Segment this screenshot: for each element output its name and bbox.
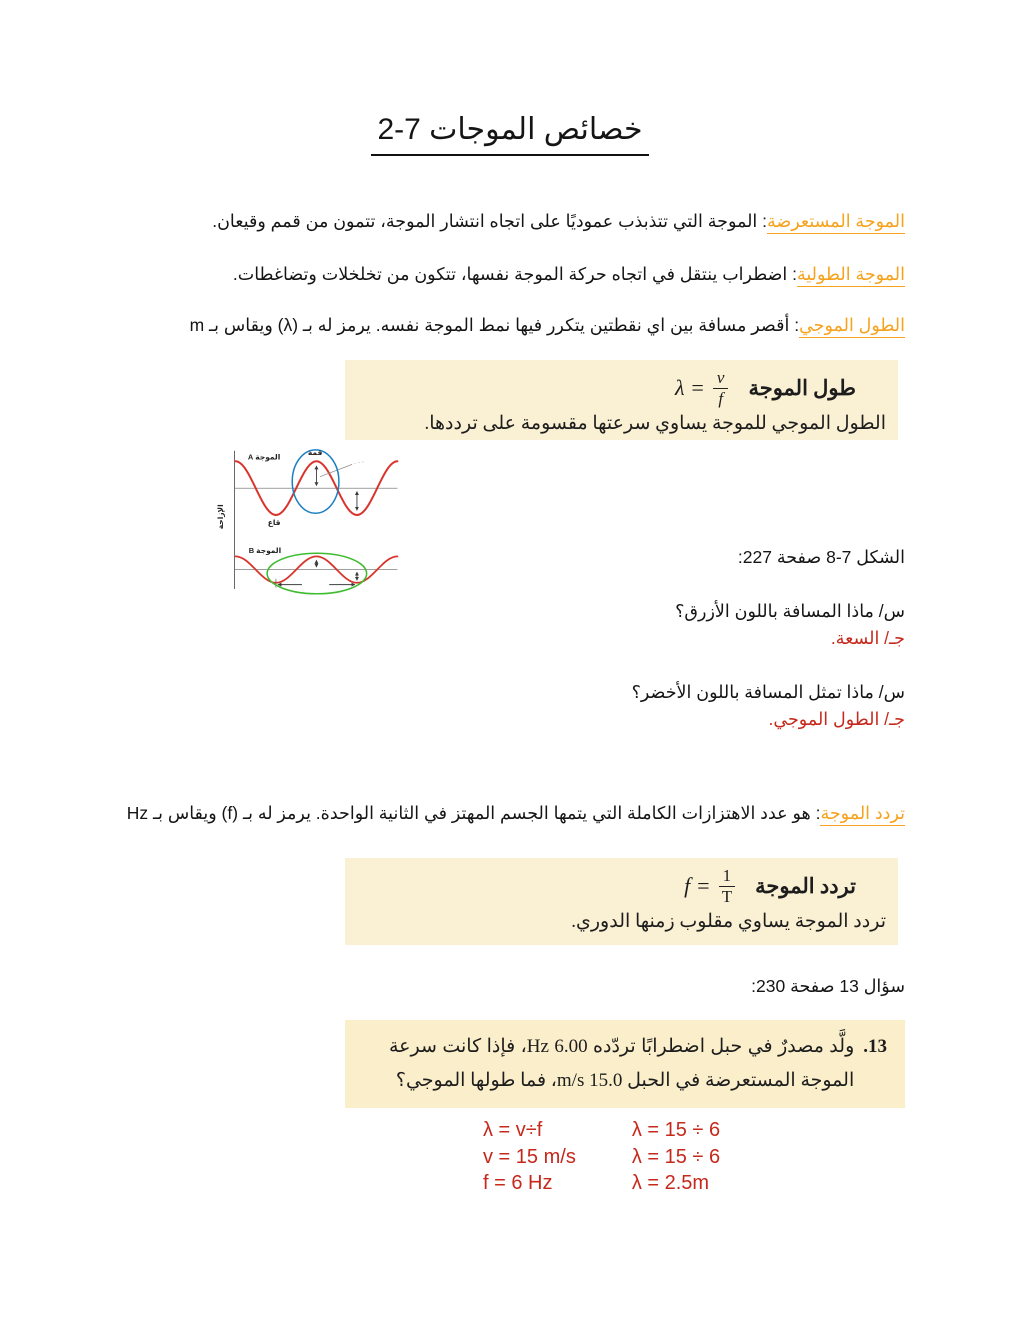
- lambda-symbol: λ =: [675, 375, 705, 401]
- question-13-box: [345, 1020, 905, 1108]
- solution-right-column: [632, 1117, 720, 1197]
- definition-frequency-text: : هو عدد الاهتزازات الكاملة التي يتمها الجسم المهتز في الثانية الواحدة. يرمز له بـ (f) ويقاس بـ Hz: [126, 803, 821, 823]
- frequency-formula: [684, 867, 735, 906]
- solution-line: λ = 15 ÷ 6: [631, 1145, 721, 1168]
- f-symbol: f =: [684, 873, 711, 899]
- definition-transverse-wave: [105, 209, 905, 233]
- figure-notes: [632, 544, 905, 760]
- solution-line: λ = v÷f: [483, 1119, 543, 1141]
- leader-line-faint: [354, 462, 365, 464]
- wavelength-formula-row: [345, 360, 898, 408]
- solution-left-column: [483, 1117, 576, 1197]
- definition-transverse-wave-text: : الموجة التي تتذبذب عموديًا على اتجاه انتشار الموجة، تتمون من قمم وقيعان.: [212, 211, 768, 231]
- frequency-formula-box: [345, 858, 898, 945]
- wave-figure: [105, 445, 575, 795]
- solution-work: [483, 1117, 720, 1197]
- figure-caption: الشكل 7-8 صفحة 227:: [737, 547, 905, 567]
- answer-blue: جـ/ السعة.: [830, 628, 905, 648]
- fraction-denominator: f: [718, 388, 724, 408]
- wavelength-box-caption: الطول الموجي للموجة يساوي سرعتها مقسومة على ترددها.: [424, 412, 886, 434]
- trough-label: قاع: [267, 518, 281, 528]
- solution-line: v = 15 m/s: [483, 1145, 576, 1168]
- wave-b-label: الموجة B: [248, 545, 282, 555]
- question-green: س/ ماذا تمثل المسافة باللون الأخضر؟: [631, 682, 905, 702]
- frequency-formula-row: [345, 858, 898, 906]
- definition-longitudinal-wave-text: : اضطراب ينتقل في اتجاه حركة الموجة نفسها، تتكون من تخلخلات وتضاغطات.: [232, 264, 797, 284]
- fraction-numerator: 1: [719, 867, 736, 887]
- question-blue: س/ ماذا المسافة باللون الأزرق؟: [675, 601, 905, 621]
- page-title: خصائص الموجات 7-2: [371, 112, 648, 156]
- definition-longitudinal-wave: [105, 262, 905, 286]
- definition-wavelength-text: : أقصر مسافة بين اي نقطتين يتكرر فيها نمط الموجة نفسه. يرمز له بـ (λ) ويقاس بـ m: [189, 315, 800, 335]
- answer-green: جـ/ الطول الموجي.: [768, 709, 905, 729]
- green-wavelength-ellipse: [267, 553, 366, 594]
- v-over-f-fraction: [713, 369, 729, 408]
- title-wrap: [0, 112, 1020, 156]
- solution-line: λ = 15 ÷ 6: [631, 1119, 721, 1141]
- frequency-box-heading: تردد الموجة: [755, 873, 856, 898]
- wave-a-label: الموجة A: [247, 452, 281, 462]
- question-number: 13.: [863, 1036, 887, 1057]
- displacement-axis-label: الإزاحة: [216, 504, 226, 530]
- wavelength-formula-box: [345, 360, 898, 440]
- question-reference: سؤال 13 صفحة 230:: [751, 976, 905, 996]
- solution-line: λ = 2.5m: [631, 1172, 710, 1194]
- term-transverse-wave: الموجة المستعرضة: [767, 211, 905, 234]
- wavelength-formula: [675, 369, 728, 408]
- term-frequency: تردد الموجة: [820, 803, 905, 826]
- one-over-t-fraction: [719, 867, 736, 906]
- wavelength-box-heading: طول الموجة: [748, 375, 856, 400]
- term-wavelength: الطول الموجي: [799, 315, 905, 338]
- definition-wavelength: [105, 313, 905, 337]
- fraction-denominator: T: [721, 886, 733, 906]
- term-longitudinal-wave: الموجة الطولية: [797, 264, 905, 287]
- crest-label: قمة: [307, 448, 323, 458]
- question-text: ولَّد مصدرٌ في حبل اضطرابًا تردّده 6.00 Hz، فإذا كانت سرعة الموجة المستعرضة في الحبل 15.0 m/s، فما طولها الموجي؟: [389, 1036, 855, 1091]
- fraction-numerator: v: [713, 369, 729, 389]
- definition-frequency: [105, 801, 905, 825]
- frequency-box-caption: تردد الموجة يساوي مقلوب زمنها الدوري.: [571, 910, 886, 932]
- solution-line: f = 6 Hz: [483, 1172, 553, 1194]
